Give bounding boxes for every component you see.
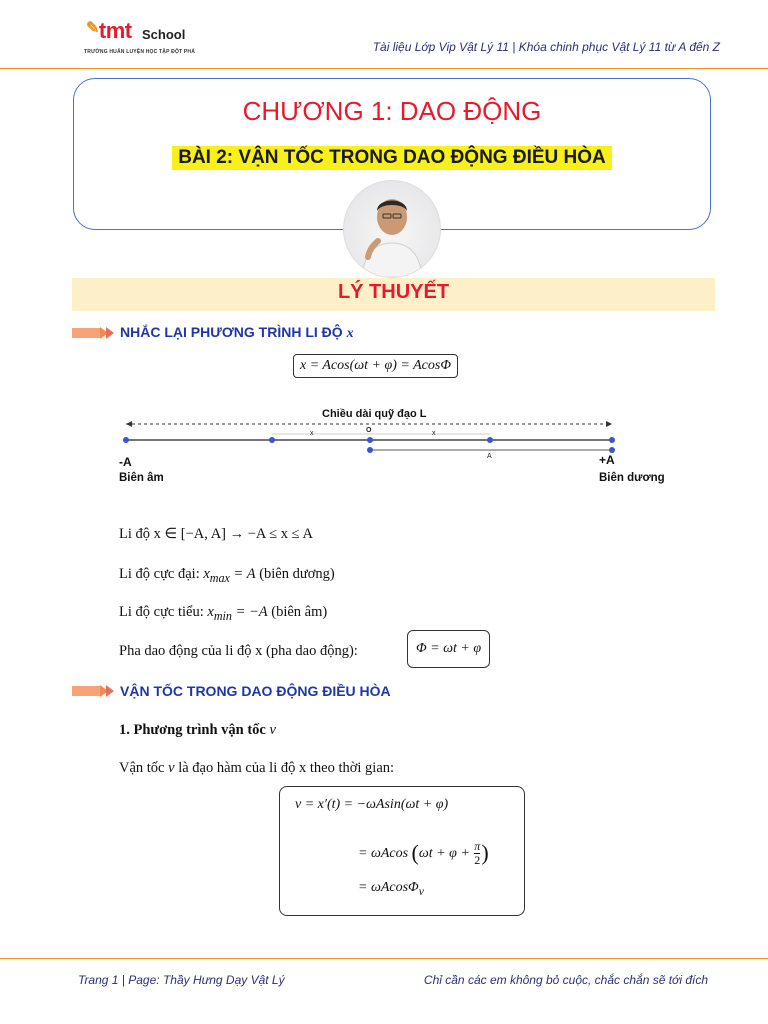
- amplitude-label: A: [487, 453, 492, 460]
- header-divider: [0, 68, 768, 69]
- pos-a-label: +A: [599, 453, 615, 467]
- velocity-eq-2: = ωAcos (ωt + φ + $\frac{\pi}{2}$ ): [358, 839, 489, 868]
- velocity-eq-3: = ωAcosΦ$_v$: [358, 880, 424, 898]
- theory-heading: LÝ THUYẾT: [337, 281, 450, 303]
- point-pos-a: [609, 437, 615, 443]
- footer-divider: [0, 958, 768, 959]
- x-left-label: x: [310, 430, 314, 437]
- phase-formula: Φ = ωt + φ: [407, 630, 490, 668]
- logo-school: School: [142, 27, 186, 42]
- section-heading-velocity: VẬN TỐC TRONG DAO ĐỘNG ĐIỀU HÒA: [120, 683, 391, 699]
- neg-a-label: -A: [119, 455, 132, 469]
- lesson-title-wrap: [73, 146, 711, 170]
- max-line: Li độ cực đại: $x_{max} = A$ (biên dương): [119, 566, 335, 585]
- range-line: Li độ x ∈ [−A, A] → −A ≤ x ≤ A: [119, 526, 313, 542]
- length-label: Chiều dài quỹ đạo L: [322, 408, 427, 420]
- velocity-subheading: 1. Phương trình vận tốc v: [119, 722, 276, 738]
- min-line: Li độ cực tiểu: $x_{min} = -A$ (biên âm): [119, 604, 328, 623]
- velocity-eq-1: v = x′(t) = −ωAsin(ωt + φ): [295, 797, 449, 812]
- point-origin: [367, 437, 373, 443]
- point-neg-a: [123, 437, 129, 443]
- footer-slogan: Chỉ cần các em không bỏ cuộc, chắc chắn sẽ tới đích: [423, 973, 708, 987]
- phase-line: Pha dao động của li độ x (pha dao động):: [119, 643, 358, 659]
- person-icon: [344, 181, 440, 277]
- velocity-intro: Vận tốc v là đạo hàm của li độ x theo thời gian:: [119, 760, 395, 776]
- logo-tagline: TRƯỜNG HUẤN LUYỆN HỌC TẬP ĐỘT PHÁ: [84, 49, 196, 55]
- point-x-right: [487, 437, 493, 443]
- displacement-formula: x = Acos(ωt + φ) = AcosΦ: [293, 354, 458, 378]
- x-right-label: x: [432, 430, 436, 437]
- lesson-title: BÀI 2: VẬN TỐC TRONG DAO ĐỘNG ĐIỀU HÒA: [172, 146, 612, 170]
- logo-brand: ✎tmt: [86, 18, 132, 43]
- pos-boundary-label: Biên dương: [599, 472, 665, 484]
- chapter-title: CHƯƠNG 1: DAO ĐỘNG: [242, 96, 542, 126]
- section-arrow-icon: [72, 326, 116, 340]
- section-arrow-icon: [72, 684, 116, 698]
- neg-boundary-label: Biên âm: [119, 472, 164, 484]
- logo-accent-icon: ✎: [86, 20, 99, 37]
- footer-page: Trang 1 | Page: Thầy Hưng Dạy Vật Lý: [78, 973, 285, 987]
- point-x-left: [269, 437, 275, 443]
- origin-label: O: [366, 427, 372, 434]
- section-heading-displacement: NHẮC LẠI PHƯƠNG TRÌNH LI ĐỘ x: [120, 324, 354, 341]
- teacher-avatar: [343, 180, 441, 278]
- doc-title: Tài liệu Lớp Vip Vật Lý 11 | Khóa chinh phục Vật Lý 11 từ A đến Z: [372, 40, 720, 54]
